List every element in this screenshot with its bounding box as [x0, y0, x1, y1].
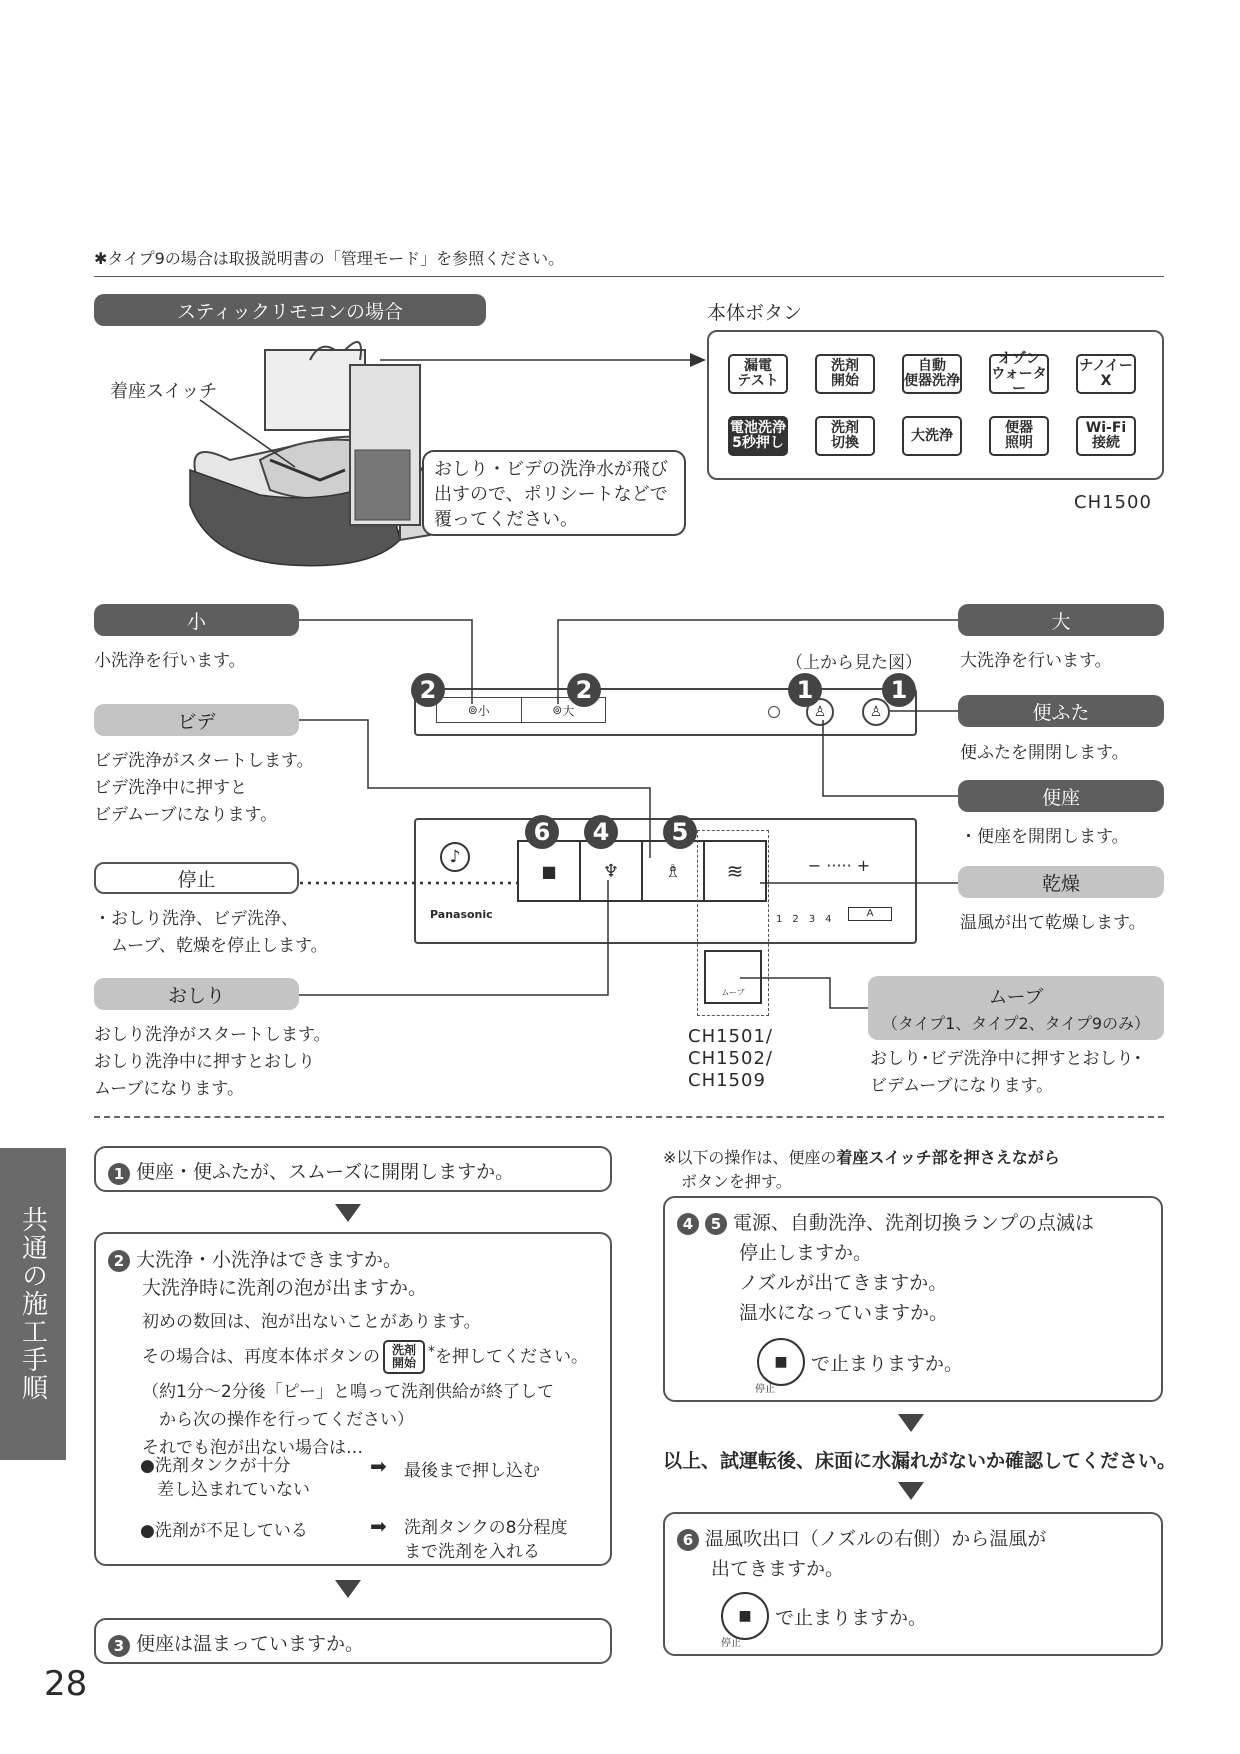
step1-num: 1 [108, 1163, 130, 1185]
move-label: ムーブ [988, 986, 1044, 1008]
right-note-a: ※以下の操作は、便座の [663, 1148, 837, 1167]
models-small: CH1501/ CH1502/ CH1509 [688, 1026, 773, 1091]
step2-box [94, 1232, 612, 1566]
step6-line2: 出てきますか。 [711, 1558, 845, 1580]
step45-line1: 電源、自動洗浄、洗剤切換ランプの点滅は [733, 1212, 1095, 1234]
battery-flush-button[interactable]: 電池洗浄 5秒押し [728, 416, 788, 456]
step45-stop-small: 停止 [755, 1384, 775, 1395]
callout-5: 5 [663, 815, 697, 849]
step2-note2b: を押してください。 [435, 1347, 588, 1367]
lid-label: 便ふた [958, 695, 1164, 727]
page-number: 28 [44, 1664, 88, 1704]
strip-small-button[interactable] [437, 698, 522, 722]
ozone-water-button[interactable]: オゾン ウォーター [989, 354, 1049, 394]
step6-stop-small: 停止 [721, 1638, 741, 1649]
strength-adjuster[interactable]: − ····· + [807, 856, 871, 875]
strength-scale: 1 2 3 4 [776, 914, 832, 925]
warning-bubble [422, 450, 686, 536]
strip-big-swirl-icon: ⊚ [552, 703, 563, 717]
stop-square-icon: ■ [541, 861, 557, 881]
callout-2-small: 2 [411, 673, 445, 707]
remote-brand: Panasonic [430, 908, 493, 921]
music-button[interactable] [440, 842, 470, 872]
bowl-light-button[interactable]: 便器 照明 [989, 416, 1049, 456]
big-desc: 大洗浄を行います。 [960, 651, 1112, 671]
strip-big-text: 大 [562, 703, 575, 718]
move-sub: （タイプ1、タイプ2、タイプ9のみ） [881, 1014, 1151, 1033]
oshiri-desc: おしり洗浄がスタートします。 おしり洗浄中に押すとおしり ムーブになります。 [94, 1025, 331, 1099]
nanoe-x-button[interactable]: ナノイーX [1076, 354, 1136, 394]
lid-desc: 便ふたを開閉します。 [960, 743, 1129, 763]
warning-bubble-text: おしり・ビデの洗浄水が飛び出すので、ポリシートなどで覆ってください。 [434, 459, 668, 530]
callout-6: 6 [525, 815, 559, 849]
asterisk-mark: * [428, 1344, 435, 1360]
seat-desc: ・便座を開閉します。 [960, 827, 1129, 847]
step1-box [94, 1146, 612, 1192]
right-note-c: ボタンを押す。 [681, 1172, 792, 1191]
stop-desc: ・おしり洗浄、ビデ洗浄、 ムーブ、乾燥を停止します。 [94, 909, 328, 956]
body-buttons-arrow [380, 350, 710, 370]
step45-stop-check: で止まりますか。 [811, 1352, 964, 1375]
leak-test-button[interactable]: 漏電 テスト [728, 354, 788, 394]
callout-1-lid: 1 [882, 673, 916, 707]
dry-desc: 温風が出て乾燥します。 [960, 913, 1146, 933]
seat-icon: ♙ [813, 704, 827, 720]
move-desc: おしり･ビデ洗浄中に押すとおしり･ ビデムーブになります。 [870, 1049, 1142, 1096]
step45-line3: ノズルが出てきますか。 [739, 1272, 948, 1294]
top-divider [94, 276, 1164, 277]
step45-box [663, 1196, 1163, 1402]
fix2: 洗剤タンクの8分程度 まで洗剤を入れる [404, 1518, 568, 1562]
arrow-down-3 [898, 1414, 924, 1432]
step6-box [663, 1512, 1163, 1656]
big-label: 大 [958, 604, 1164, 636]
side-tab: 共通の施工手順 [0, 1148, 66, 1460]
body-buttons-panel [707, 330, 1164, 480]
step45-num5: 5 [705, 1213, 727, 1235]
step2-note1: 初めの数回は、泡が出ないことがあります。 [142, 1312, 481, 1332]
seat-switch-leader [195, 395, 305, 475]
auto-flush-button[interactable]: 自動 便器洗浄 [902, 354, 962, 394]
lid-icon: ♙ [869, 704, 883, 720]
top-note: ✱タイプ9の場合は取扱説明書の「管理モード」を参照ください。 [94, 249, 565, 268]
move-label-box [868, 976, 1164, 1040]
step45-line4: 温水になっていますか。 [739, 1302, 949, 1324]
step2-line2: 大洗浄時に洗剤の泡が出ますか。 [142, 1277, 428, 1299]
stop-button[interactable] [519, 842, 581, 900]
music-note-icon: ♪ [449, 847, 461, 867]
cause2: ●洗剤が不足している [140, 1521, 308, 1541]
callout-1-seat: 1 [788, 673, 822, 707]
step1-text: 便座・便ふたが、スムーズに開閉しますか。 [136, 1161, 515, 1183]
step6-stop-check: で止まりますか。 [775, 1606, 928, 1629]
step3-box [94, 1618, 612, 1664]
step45-num4: 4 [677, 1213, 699, 1235]
arrow-down-4 [898, 1482, 924, 1500]
move-button-text: ムーブ [721, 988, 745, 997]
detergent-switch-button[interactable]: 洗剤 切換 [815, 416, 875, 456]
right-note-b: 着座スイッチ部を押さえながら [836, 1148, 1060, 1167]
seat-switch-label: 着座スイッチ [110, 381, 218, 402]
strip-indicator-icon [768, 706, 780, 718]
bidet-icon: ♆ [602, 860, 620, 882]
step6-num: 6 [677, 1529, 699, 1551]
bidet-desc: ビデ洗浄がスタートします。 ビデ洗浄中に押すと ビデムーブになります。 [94, 751, 314, 825]
oshiri-icon: ♗ [664, 860, 682, 882]
stop-button-icon: ■ [757, 1338, 805, 1386]
small-desc: 小洗浄を行います。 [94, 651, 246, 671]
step2-note2a: その場合は、再度本体ボタンの [142, 1347, 380, 1367]
cause1: ●洗剤タンクが十分 差し込まれていない [140, 1456, 310, 1500]
step2-note4: それでも泡が出ない場合は… [142, 1438, 363, 1458]
step2-num: 2 [108, 1250, 130, 1272]
mode-indicator: A [848, 907, 892, 921]
stop-label: 停止 [94, 862, 299, 894]
stick-remote-label: スティックリモコンの場合 [94, 294, 486, 326]
oshiri-label: おしり [94, 978, 299, 1010]
stop-button-icon-2: ■ [721, 1592, 769, 1640]
step3-num: 3 [108, 1635, 130, 1657]
lid-open-button[interactable] [862, 698, 890, 726]
top-view-label: （上から見た図） [786, 653, 922, 673]
step2-note3: （約1分〜2分後「ピー」と鳴って洗剤供給が終了して から次の操作を行ってください） [142, 1382, 554, 1430]
detergent-start-button[interactable]: 洗剤 開始 [815, 354, 875, 394]
body-buttons-title: 本体ボタン [707, 302, 803, 324]
dry-label: 乾燥 [958, 866, 1164, 898]
callout-4: 4 [584, 815, 618, 849]
final-check: 以上、試運転後、床面に水漏れがないか確認してください。 [663, 1450, 1177, 1472]
big-flush-button[interactable]: 大洗浄 [902, 416, 962, 456]
step2-line1: 大洗浄・小洗浄はできますか。 [136, 1249, 403, 1271]
arrow-right-2-icon: ➡ [370, 1514, 387, 1538]
detergent-start-key-icon: 洗剤 開始 [383, 1340, 425, 1374]
fix1: 最後まで押し込む [404, 1461, 540, 1481]
dry-wave-icon: ≋ [726, 859, 744, 883]
bidet-label: ビデ [94, 704, 299, 736]
right-note [663, 1146, 1060, 1194]
arrow-down-1 [335, 1204, 361, 1222]
strip-small-swirl-icon: ⊚ [467, 703, 478, 717]
bidet-button[interactable] [581, 842, 643, 900]
section-separator [94, 1116, 1164, 1118]
step3-text: 便座は温まっていますか。 [136, 1633, 365, 1655]
move-button[interactable] [704, 950, 762, 1004]
wifi-connect-button[interactable]: Wi-Fi 接続 [1076, 416, 1136, 456]
strip-small-text: 小 [477, 703, 490, 718]
model-ch1500: CH1500 [1074, 492, 1152, 513]
small-label: 小 [94, 604, 299, 636]
seat-label: 便座 [958, 780, 1164, 812]
step45-line2: 停止しますか。 [739, 1242, 873, 1264]
step6-line1: 温風吹出口（ノズルの右側）から温風が [705, 1528, 1047, 1550]
arrow-right-1-icon: ➡ [370, 1454, 387, 1478]
arrow-down-2 [335, 1580, 361, 1598]
callout-2-big: 2 [567, 673, 601, 707]
oshiri-button[interactable] [643, 842, 705, 900]
